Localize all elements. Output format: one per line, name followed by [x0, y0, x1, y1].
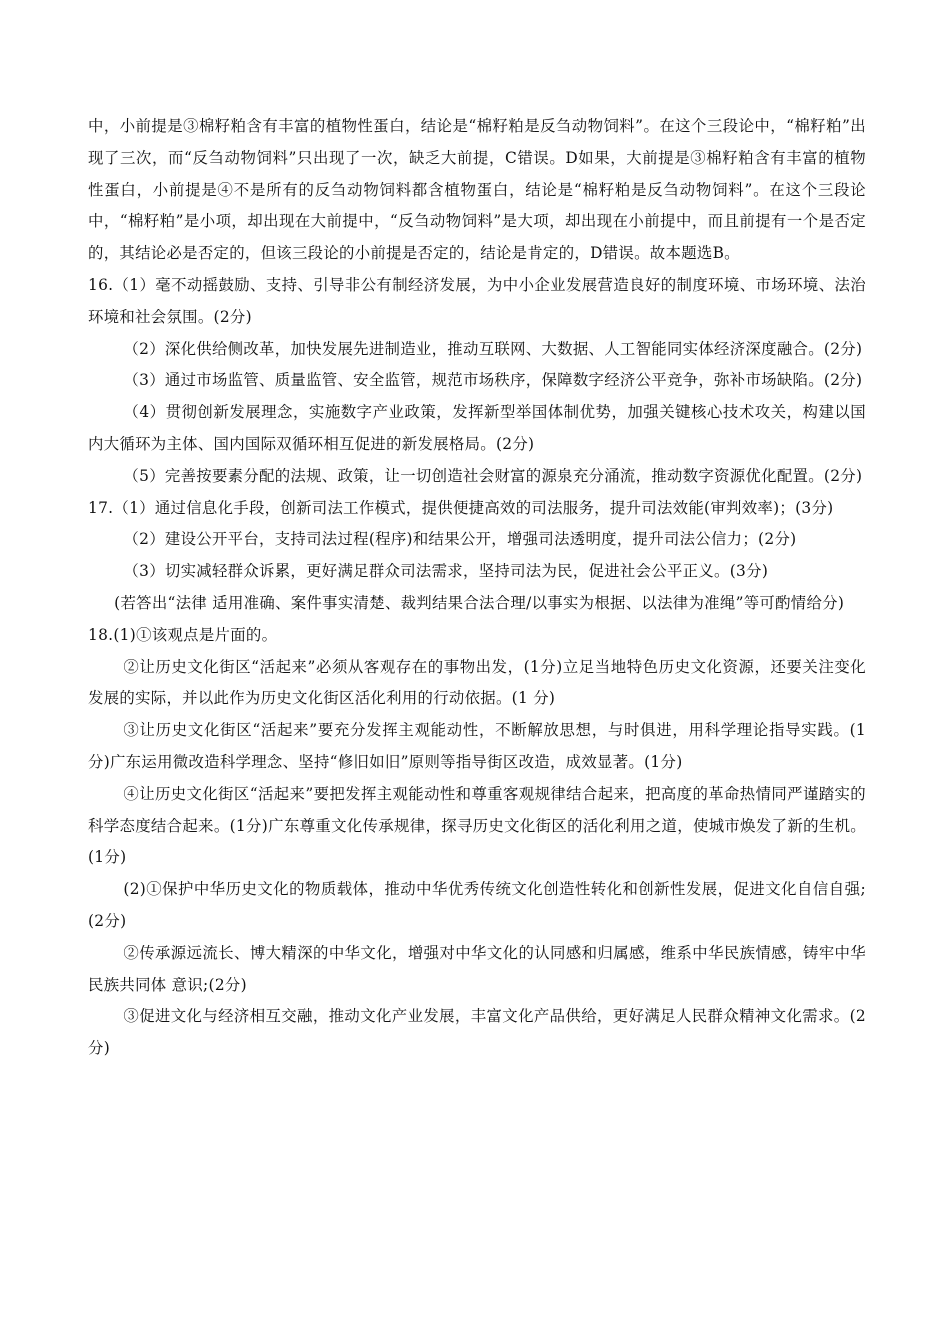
q16-item-5: （5）完善按要素分配的法规、政策，让一切创造社会财富的源泉充分涌流，推动数字资源优化配置。(2分) [123, 466, 863, 485]
q18-part2-point1: (2)①保护中华历史文化的物质载体，推动中华优秀传统文化创造性转化和创新性发展，促进文化自信自强;(2分) [88, 880, 866, 930]
q18-part2-point3: ③促进文化与经济相互交融，推动文化产业发展，丰富文化产品供给，更好满足人民群众精神文化需求。(2分) [88, 1007, 866, 1058]
q16-item-3: （3）通过市场监管、质量监管、安全监管，规范市场秩序，保障数字经济公平竞争，弥补市场缺陷。(2分) [123, 371, 863, 390]
q17-item-1: 17.（1）通过信息化手段，创新司法工作模式，提供便捷高效的司法服务，提升司法效能(审判效率)；(3分) [88, 498, 834, 517]
q16-item-1: 16.（1）毫不动摇鼓励、支持、引导非公有制经济发展，为中小企业发展营造良好的制度环境、市场环境、法治环境和社会氛围。(2分) [88, 275, 866, 326]
q18-part1-point1: 18.(1)①该观点是片面的。 [88, 625, 278, 644]
q18-part2-point2: ②传承源远流长、博大精深的中华文化，增强对中华文化的认同感和归属感，维系中华民族情感，铸牢中华民族共同体 意识;(2分) [88, 943, 866, 994]
q17-scoring-note: (若答出“法律 适用准确、案件事实清楚、裁判结果合法合理/以事实为根据、以法律为准绳”等可酌情给分) [114, 593, 845, 612]
q16-item-4: （4）贯彻创新发展理念，实施数字产业政策，发挥新型举国体制优势，加强关键核心技术攻关，构建以国内大循环为主体、国内国际双循环相互促进的新发展格局。(2分) [88, 403, 866, 453]
q16-item-2: （2）深化供给侧改革，加快发展先进制造业，推动互联网、大数据、人工智能同实体经济深度融合。(2分) [123, 339, 863, 358]
q15-explanation-continued: 中，小前提是③棉籽粕含有丰富的植物性蛋白，结论是“棉籽粕是反刍动物饲料”。在这个三段论中，“棉籽粕”出现了三次，而“反刍动物饲料”只出现了一次，缺乏大前提，C错误。D如果，大前提是③棉籽粕含有丰富的植物性蛋白，小前提是④不是所有的反刍动物饲料都含植物蛋白，结论是“棉籽粕是反刍动物饲料”。在这个三段论中，“棉籽粕”是小项，却出现在大前提中，“反刍动物饲料”是大项，却出现在小前提中，而且前提有一个是否定的，其结论必是否定的，但该三段论的小前提是否定的，结论是肯定的，D错误。故本题选B。 [88, 117, 866, 263]
q17-item-3: （3）切实减轻群众诉累，更好满足群众司法需求，坚持司法为民，促进社会公平正义。(3分) [123, 562, 769, 581]
q17-item-2: （2）建设公开平台，支持司法过程(程序)和结果公开，增强司法透明度，提升司法公信力；(2分) [123, 530, 797, 549]
q18-part1-point3: ③让历史文化街区“活起来”要充分发挥主观能动性，不断解放思想，与时俱进，用科学理论指导实践。(1分)广东运用微改造科学理念、坚持“修旧如旧”原则等指导街区改造，成效显著。(1分) [88, 721, 866, 771]
answer-document [88, 111, 866, 1065]
q18-part1-point2: ②让历史文化街区“活起来”必须从客观存在的事物出发，(1分)立足当地特色历史文化资源，还要关注变化发展的实际，并以此作为历史文化街区活化利用的行动依据。(1 分) [88, 657, 866, 708]
q18-part1-point4: ④让历史文化街区“活起来”要把发挥主观能动性和尊重客观规律结合起来，把高度的革命热情同严谨踏实的科学态度结合起来。(1分)广东尊重文化传承规律，探寻历史文化街区的活化利用之道，使城市焕发了新的生机。(1分) [88, 784, 866, 867]
